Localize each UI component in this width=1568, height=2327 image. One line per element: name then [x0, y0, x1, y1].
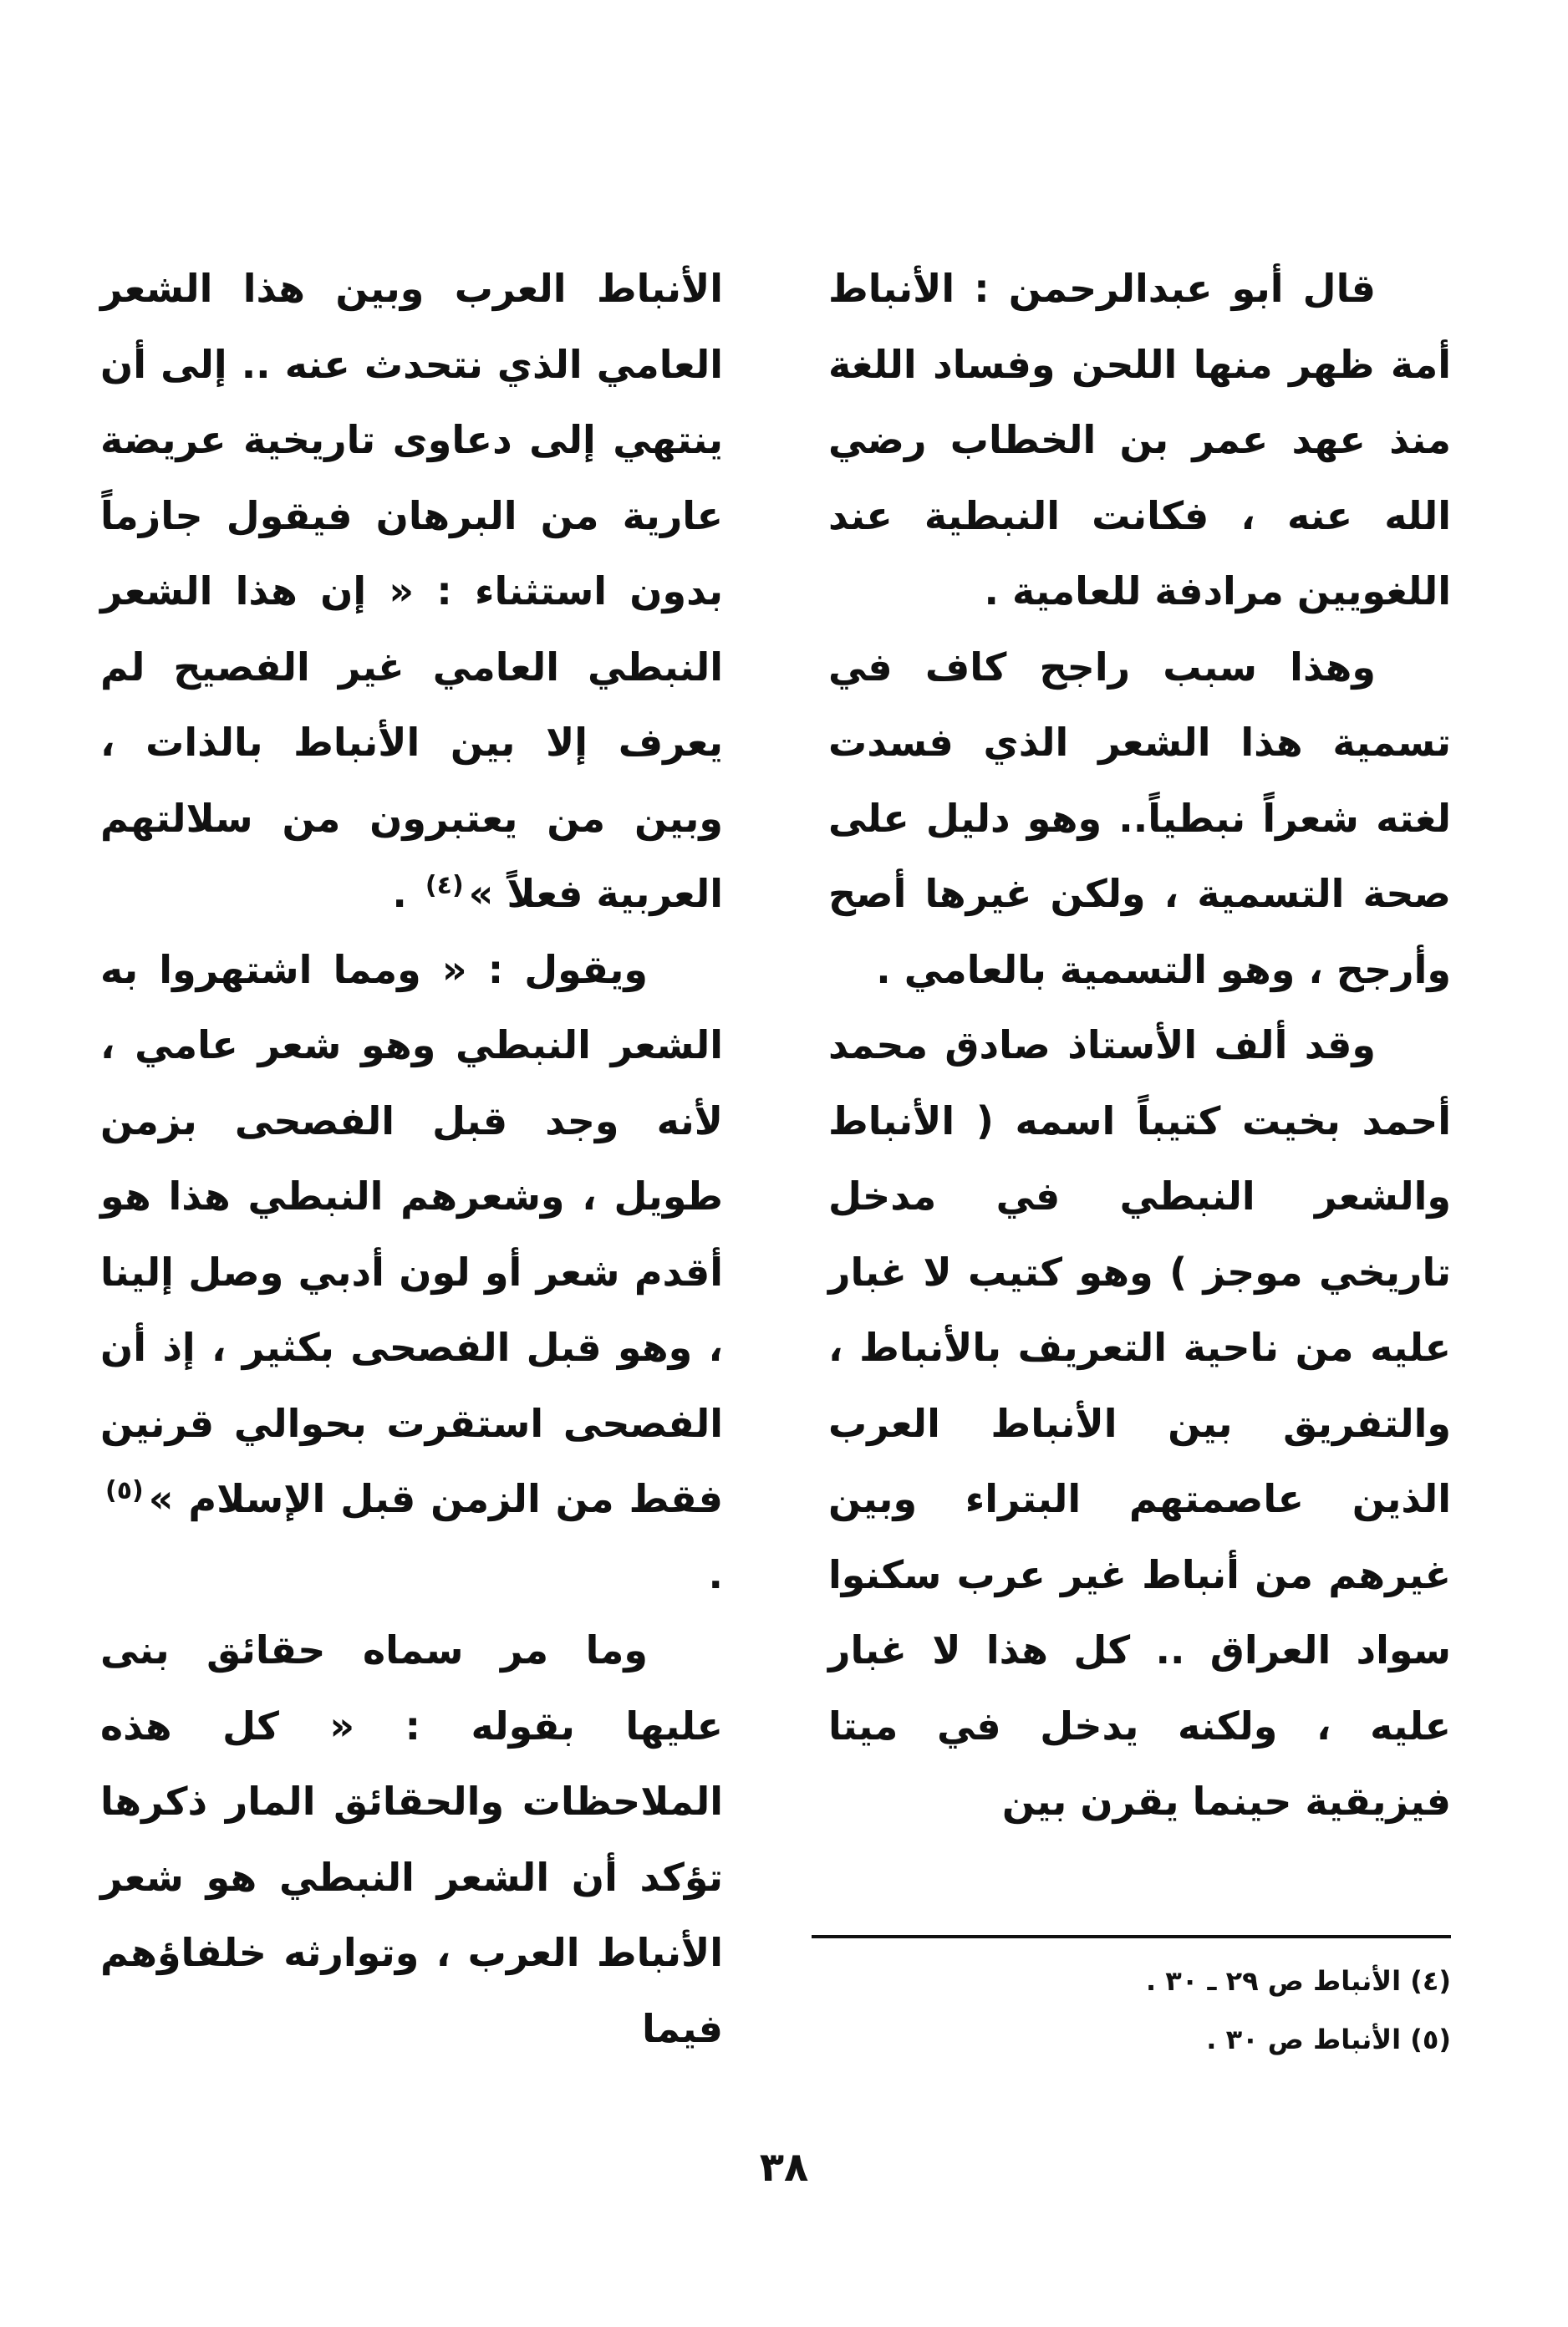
paragraph-facts: وما مر سماه حقائق بنى عليها بقوله : « كل هذه الملاحظات والحقائق المار ذكرها تؤكد أن الشعر النبطي هو شعر الأنباط العرب ، وتوارثه خلفاؤهم فيما [100, 1627, 723, 2051]
paragraph-quote-fusha-text: ويقول : « ومما اشتهروا به الشعر النبطي وهو شعر عامي ، لأنه وجد قبل الفصحى بزمن طويل ، وشعرهم النبطي هذا هو أقدم شعر أو لون أدبي وصل إلينا ، وهو قبل الفصحى بكثير ، إذ أن الفصحى استقرت بحوالي قرنين فقط من الزمن قبل الإسلام » [100, 946, 723, 1521]
page-number: ٣٨ [759, 2144, 809, 2191]
right-text-column [828, 251, 1451, 1840]
footnote-ref-4: (٤) [425, 870, 464, 900]
paragraph-sadiq-book: وقد ألف الأستاذ صادق محمد أحمد بخيت كتيباً اسمه ( الأنباط والشعر النبطي في مدخل تاريخي موجز ) وهو كتيب لا غبار عليه من ناحية التعريف بالأنباط ، والتفريق بين الأنباط العرب الذين عاصمتهم البتراء وبين غيرهم من أنباط غير عرب سكنوا سواد العراق .. كل هذا لا غبار عليه ، ولكنه يدخل في ميتا فيزيقية حينما يقرن بين [828, 1022, 1451, 1824]
footnote-divider [812, 1935, 1451, 1938]
paragraph-quote-fusha [100, 932, 723, 1613]
paragraph-naming-reason: وهذا سبب راجح كاف في تسمية هذا الشعر الذي فسدت لغته شعراً نبطياً.. وهو دليل على صحة التسمية ، ولكن غيرها أصح وأرجح ، وهو التسمية بالعامي . [828, 644, 1451, 992]
paragraph-quote-fusha-end: . [708, 1551, 723, 1597]
paragraph-continuation-text: الأنباط العرب وبين هذا الشعر العامي الذي نتحدث عنه .. إلى أن ينتهي إلى دعاوى تاريخية عريضة عارية من البرهان فيقول جازماً بدون استثناء : « إن هذا الشعر النبطي العامي غير الفصيح لم يعرف إلا بين الأنباط بالذات ، وبين من يعتبرون من سلالتهم العربية فعلاً » [100, 266, 723, 916]
paragraph-abu-abdulrahman: قال أبو عبدالرحمن : الأنباط أمة ظهر منها اللحن وفساد اللغة منذ عهد عمر بن الخطاب رضي الله عنه ، فكانت النبطية عند اللغويين مرادفة للعامية . [828, 266, 1451, 614]
footnote-5: (٥) الأنباط ص ٣٠ . [1206, 2024, 1451, 2055]
paragraph-continuation [100, 251, 723, 932]
footnote-ref-5: (٥) [105, 1475, 144, 1505]
paragraph-continuation-end: . [392, 871, 420, 916]
footnotes [812, 1952, 1451, 2069]
left-text-column [100, 251, 723, 2066]
footnote-4: (٤) الأنباط ص ٢٩ ـ ٣٠ . [1145, 1965, 1451, 1997]
